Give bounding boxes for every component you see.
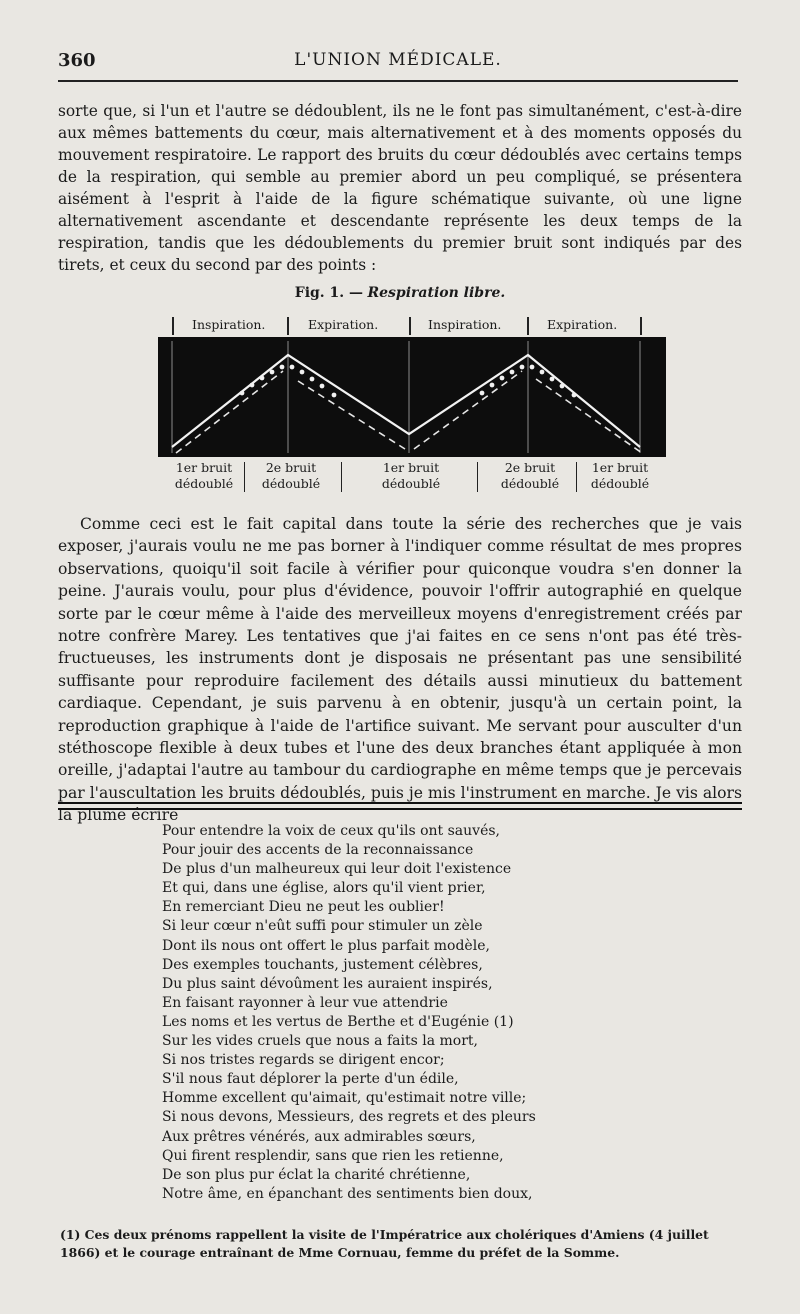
dot bbox=[550, 377, 555, 382]
sound-label bbox=[164, 460, 244, 492]
sound-label bbox=[580, 460, 660, 492]
sound-label-line: 2e bruit bbox=[504, 460, 556, 475]
label-divider bbox=[576, 462, 577, 492]
label-divider bbox=[341, 462, 342, 492]
dash-segment bbox=[536, 379, 642, 453]
poem-line: Aux prêtres vénérés, aux admirables sœurs, bbox=[162, 1128, 476, 1145]
poem-line: Si nous devons, Messieurs, des regrets et des pleurs bbox=[162, 1109, 536, 1126]
dot bbox=[540, 370, 545, 375]
sound-label bbox=[490, 460, 570, 492]
dot bbox=[520, 365, 525, 370]
poem-line: De son plus pur éclat la charité chrétienne, bbox=[162, 1166, 471, 1183]
poem-line: Dont ils nous ont offert le plus parfait modèle, bbox=[162, 937, 490, 954]
sound-label-line: 1er bruit bbox=[175, 460, 233, 475]
sound-label bbox=[252, 460, 330, 492]
dot bbox=[300, 370, 305, 375]
phase-label: Expiration. bbox=[308, 317, 379, 332]
poem-line: En remerciant Dieu ne peut les oublier! bbox=[162, 899, 445, 916]
dot bbox=[510, 370, 515, 375]
dot bbox=[240, 391, 245, 396]
dash-segment bbox=[414, 371, 522, 449]
dot bbox=[500, 376, 505, 381]
poem-line: Homme excellent qu'aimait, qu'estimait notre ville; bbox=[162, 1090, 527, 1107]
sound-label-line: dédoublé bbox=[381, 476, 441, 491]
phase-guides bbox=[172, 341, 640, 453]
phase-label: Expiration. bbox=[547, 317, 618, 332]
phase-label: Inspiration. bbox=[428, 317, 502, 332]
figure-bottom-labels bbox=[158, 460, 666, 496]
sound-label-line: dédoublé bbox=[590, 476, 650, 491]
respiration-waveform bbox=[158, 337, 666, 457]
figure-phase-labels bbox=[158, 317, 666, 337]
sound-label bbox=[368, 460, 454, 492]
dot bbox=[290, 365, 295, 370]
sound-label-line: 1er bruit bbox=[591, 460, 649, 475]
dot bbox=[480, 391, 485, 396]
poem-line: Pour jouir des accents de la reconnaissance bbox=[162, 842, 474, 859]
journal-title: L'UNION MÉDICALE. bbox=[294, 50, 502, 70]
label-divider bbox=[477, 462, 478, 492]
dot bbox=[280, 365, 285, 370]
label-divider bbox=[244, 462, 245, 492]
poem-line: Des exemples touchants, justement célèbres, bbox=[162, 956, 483, 973]
dash-segment bbox=[176, 371, 283, 453]
poem-line: S'il nous faut déplorer la perte d'un édile, bbox=[162, 1071, 459, 1088]
poem-line: De plus d'un malheureux qui leur doit l'existence bbox=[162, 861, 512, 878]
poem-line: Sur les vides cruels que nous a faits la mort, bbox=[162, 1033, 478, 1050]
poem-line: En faisant rayonner à leur vue attendrie bbox=[162, 994, 448, 1011]
header-rule bbox=[58, 80, 738, 82]
dot bbox=[572, 393, 577, 398]
respiration-diagram bbox=[158, 337, 666, 457]
sound-label-line: dédoublé bbox=[500, 476, 560, 491]
paragraph-1 bbox=[58, 100, 742, 276]
page-header bbox=[58, 50, 738, 72]
dot bbox=[332, 393, 337, 398]
poem-line: Notre âme, en épanchant des sentiments bien doux, bbox=[162, 1185, 533, 1202]
paragraph-1-text: sorte que, si l'un et l'autre se dédoublent, ils ne le font pas simultanément, c'est-à-dire aux mêmes battements du cœur, mais alternativement et à des moments opposés du mouvement respiratoire. Le rapport des bruits du cœur dédoublés avec certains temps de la respiration, qui semble au premier abord un peu compliqué, se présentera aisément à l'esprit à l'aide de la figure schématique suivante, où une ligne alternativement ascendante et descendante représente les deux temps de la respiration, tandis que les dédoublements du premier bruit sont indiqués par des tirets, et ceux du second par des points : bbox=[58, 102, 742, 274]
poem-line: Si nos tristes regards se dirigent encor; bbox=[162, 1052, 445, 1069]
poem-line: Du plus saint dévoûment les auraient inspirés, bbox=[162, 975, 493, 992]
dash-segment bbox=[298, 381, 405, 449]
poem-line: Qui firent resplendir, sans que rien les retienne, bbox=[162, 1147, 504, 1164]
page-number: 360 bbox=[58, 50, 96, 71]
poem-line: Si leur cœur n'eût suffi pour stimuler un zèle bbox=[162, 918, 483, 935]
section-rule bbox=[58, 808, 742, 810]
paragraph-2 bbox=[58, 513, 742, 827]
sound-label-line: dédoublé bbox=[174, 476, 234, 491]
poem-line: Pour entendre la voix de ceux qu'ils ont sauvés, bbox=[162, 823, 500, 839]
poem-line: Et qui, dans une église, alors qu'il vient prier, bbox=[162, 880, 486, 897]
dot bbox=[320, 384, 325, 389]
paragraph-2-text: Comme ceci est le fait capital dans toute la série des recherches que je vais exposer, j'aurais voulu ne me pas borner à l'indiquer comme résultat de mes propres observations, quoiqu'il soit facile à vérifier pour quiconque voudra s'en donner la peine. J'aurais voulu, pour plus d'évidence, pouvoir l'offrir autographié en quelque sorte par le cœur même à l'aide des merveilleux moyens d'enregistrement créés par notre confrère Marey. Les tentatives que j'ai faites en ce sens n'ont pas été très-fructueuses, les instruments dont je disposais ne présentant pas une sensibilité suffisante pour reproduire facilement des détails aussi minutieux du battement cardiaque. Cependant, je suis parvenu à en obtenir, jusqu'à un certain point, la reproduction graphique à l'aide de l'artifice suivant. Me servant pour ausculter d'un stéthoscope flexible à deux tubes et l'une des deux branches étant appliquée à mon oreille, j'adaptai l'autre au tambour du cardiographe en même temps que je percevais par l'auscultation les bruits dédoublés, puis je mis l'instrument en marche. Je vis alors la plume écrire bbox=[58, 515, 742, 825]
figure-title bbox=[58, 285, 742, 301]
dot bbox=[310, 377, 315, 382]
poem-line: Les noms et les vertus de Berthe et d'Eugénie (1) bbox=[162, 1013, 514, 1030]
section-rule bbox=[58, 802, 742, 804]
dot bbox=[270, 370, 275, 375]
second-sound-dots bbox=[240, 365, 577, 398]
poem bbox=[162, 822, 632, 1204]
dot bbox=[560, 384, 565, 389]
figure-caption: Respiration libre. bbox=[367, 285, 506, 301]
dot bbox=[260, 376, 265, 381]
dot bbox=[490, 383, 495, 388]
sound-label-line: dédoublé bbox=[261, 476, 321, 491]
dot bbox=[250, 383, 255, 388]
sound-label-line: 1er bruit bbox=[382, 460, 440, 475]
figure-number: Fig. 1. — bbox=[294, 285, 364, 301]
respiration-line bbox=[172, 355, 640, 447]
sound-label-line: 2e bruit bbox=[265, 460, 317, 475]
footnote: (1) Ces deux prénoms rappellent la visite de l'Impératrice aux cholériques d'Amiens (4 juillet 1866) et le courage entraînant de Mme Cornuau, femme du préfet de la Somme. bbox=[60, 1227, 709, 1260]
phase-label: Inspiration. bbox=[192, 317, 266, 332]
dot bbox=[530, 365, 535, 370]
